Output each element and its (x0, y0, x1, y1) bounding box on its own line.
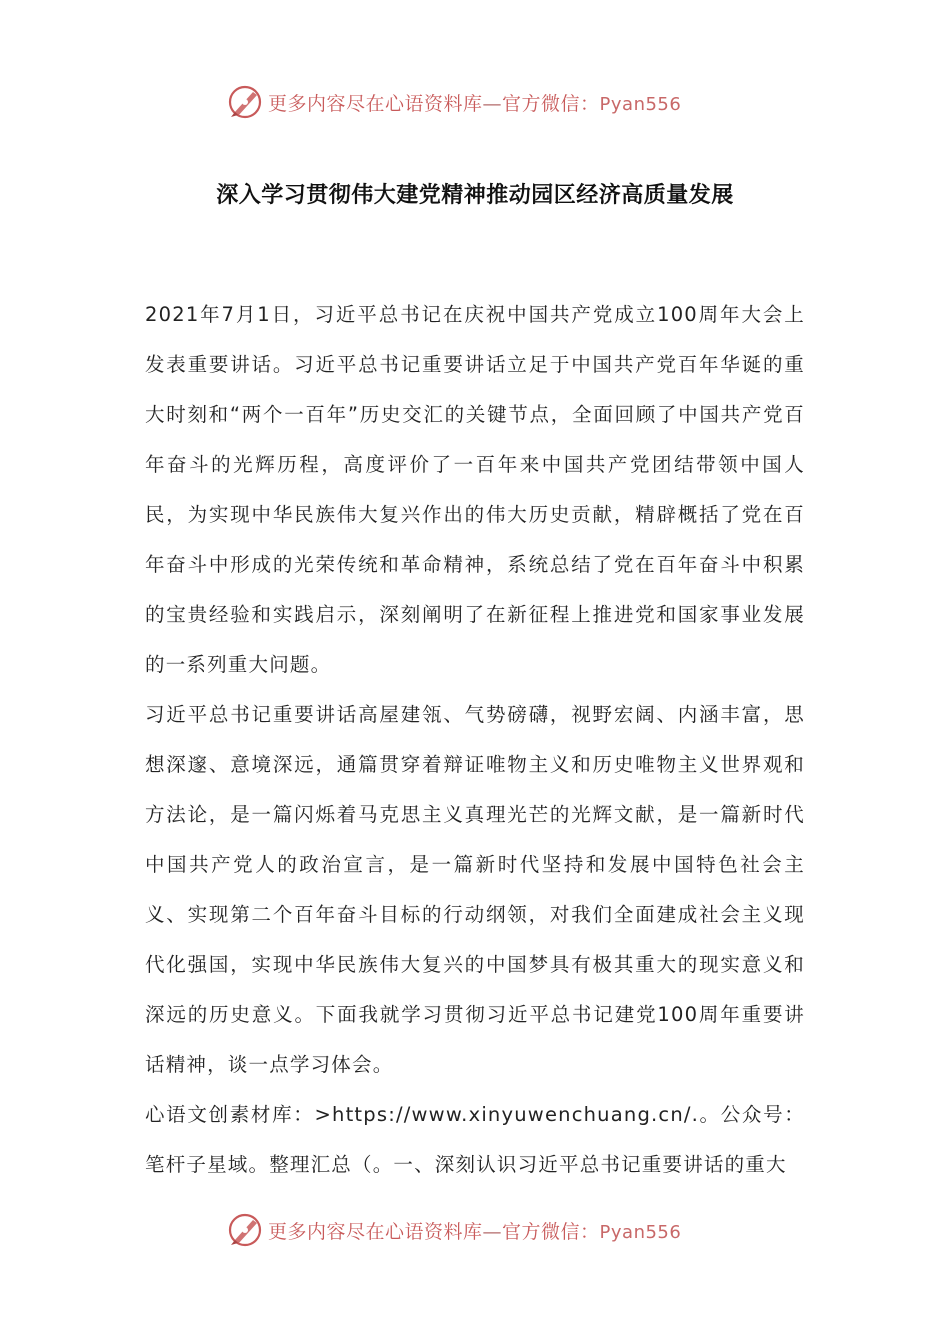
banner-separator: — (482, 92, 503, 115)
paragraph-2: 习近平总书记重要讲话高屋建瓴、气势磅礴，视野宏阔、内涵丰富，思想深邃、意境深远，通篇贯穿着辩证唯物主义和历史唯物主义世界观和方法论，是一篇闪烁着马克思主义真理光芒的光辉文献，是一篇新时代中国共产党人的政治宣言，是一篇新时代坚持和发展中国特色社会主义、实现第二个百年奋斗目标的行动纲领，对我们全面建成社会主义现代化强国，实现中华民族伟大复兴的中国梦具有极其重大的现实意义和深远的历史意义。下面我就学习贯彻习近平总书记建党100周年重要讲话精神，谈一点学习体会。 (145, 703, 805, 1076)
banner-text (268, 1217, 681, 1244)
footer-banner (226, 1208, 746, 1252)
banner-separator: — (482, 1220, 503, 1243)
paragraph-1: 2021年7月1日，习近平总书记在庆祝中国共产党成立100周年大会上发表重要讲话。习近平总书记重要讲话立足于中国共产党百年华诞的重大时刻和“两个一百年”历史交汇的关键节点，全面回顾了中国共产党百年奋斗的光辉历程，高度评价了一百年来中国共产党团结带领中国人民，为实现中华民族伟大复兴作出的伟大历史贡献，精辟概括了党在百年奋斗中形成的光荣传统和革命精神，系统总结了党在百年奋斗中积累的宝贵经验和实践启示，深刻阐明了在新征程上推进党和国家事业发展的一系列重大问题。 (145, 303, 805, 676)
banner-wechat-id: Pyan556 (599, 1221, 682, 1243)
pen-circle-logo-icon (226, 83, 264, 121)
document-body (145, 290, 805, 1190)
banner-wechat-label: 官方微信： (502, 1220, 600, 1243)
paragraph-3: 心语文创素材库：>https://www.xinyuwenchuang.cn/.。公众号：笔杆子星域。整理汇总（。一、深刻认识习近平总书记重要讲话的重大 (145, 1103, 805, 1176)
header-banner (226, 80, 746, 124)
pen-circle-logo-icon (226, 1211, 264, 1249)
banner-brand: 更多内容尽在心语资料库 (268, 1220, 483, 1243)
banner-text (268, 89, 681, 116)
banner-wechat-label: 官方微信： (502, 92, 600, 115)
banner-wechat-id: Pyan556 (599, 93, 682, 115)
banner-brand: 更多内容尽在心语资料库 (268, 92, 483, 115)
document-title: 深入学习贯彻伟大建党精神推动园区经济高质量发展 (216, 183, 734, 208)
